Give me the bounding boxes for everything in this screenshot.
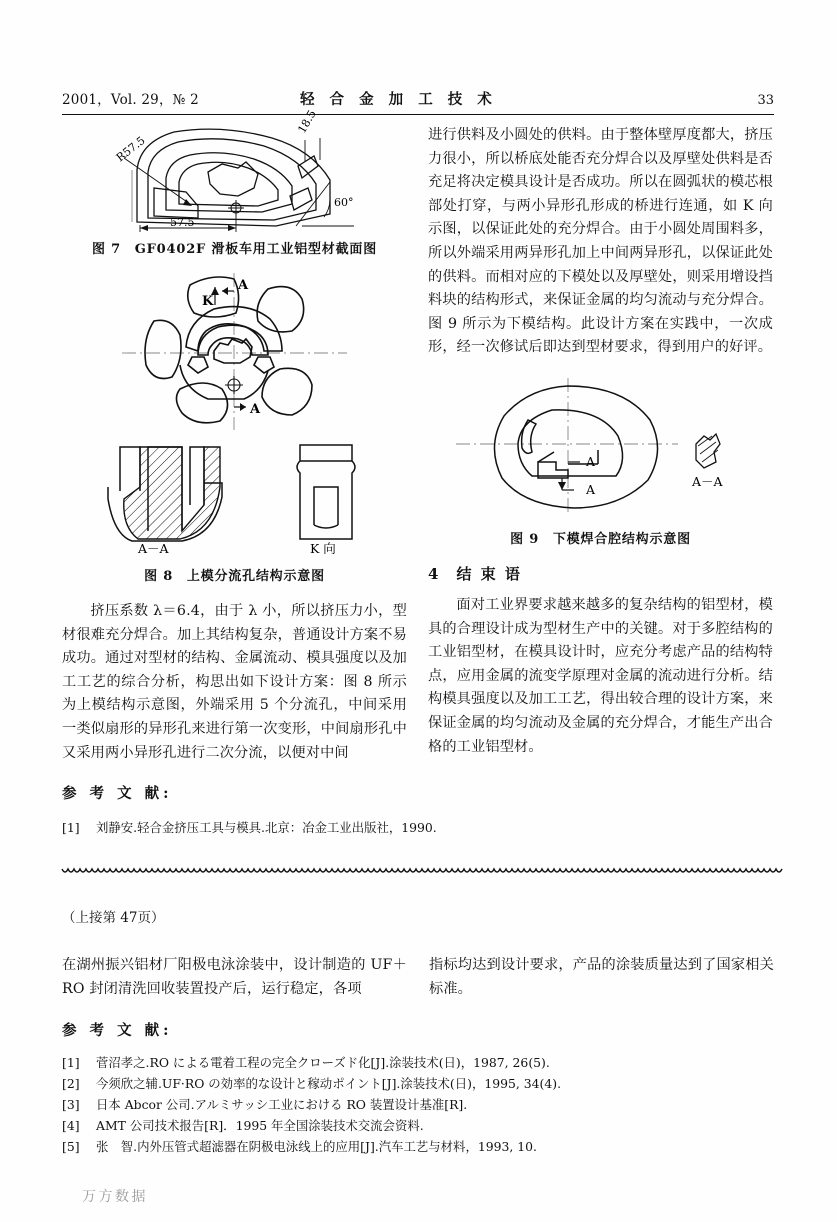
- continued-columns: [62, 954, 774, 1001]
- reference-number: [2]: [62, 1076, 80, 1092]
- upper-die-topview: [62, 265, 407, 435]
- center-mark-icon: [225, 376, 243, 394]
- figure-9-label-a-bottom: A: [586, 481, 596, 497]
- references-bottom-heading: 参 考 文 献:: [62, 1022, 173, 1040]
- right-column-paragraph: 进行供料及小圆处的供料。由于整体壁厚度都大，挤压力很小，所以桥底处能否充分焊合以及厚壁处供料是否充足将决定模具设计是否成功。所以在圆弧状的模芯根部处打穿，与两小异形孔形成的桥进行连通，如 K 向示图，以保证此处的充分焊合。由于小圆处周围料多，所以外端采用两异形孔加上中间两异形孔，以保证此处的供料。而相对应的下模处以及厚壁处，则采用增设挡料块的结构形式，来保证金属的均匀流动与充分焊合。图 9 所示为下模结构。此设计方案在实践中，一次成形，经一次修试后即达到型材要求，得到用户的好评。: [428, 127, 773, 356]
- continued-right-paragraph: 指标均达到设计要求，产品的涂装质量达到了国家相关标准。: [429, 957, 774, 997]
- figure-9-label-a-top: A: [586, 453, 596, 469]
- upper-die-drawing: [62, 265, 407, 435]
- section-heading-4: [428, 563, 773, 584]
- reference-number: [1]: [62, 1055, 80, 1071]
- right-column: [428, 124, 773, 759]
- reference-text: 今须欣之辅.UF·RO の効率的な设计と稼动ポイント[J].涂装技术(日)，1995, 34(4).: [96, 1076, 562, 1092]
- references-bottom-list: [62, 1052, 774, 1157]
- figure-9-section-view: A－A: [692, 473, 723, 489]
- left-column-paragraph: 挤压系数 λ＝6.4，由于 λ 小，所以挤压力小，型材很难充分焊合。加上其结构复杂，普通设计方案不易成功。通过对型材的结构、金属流动、模具强度以及加工工艺的综合分析，构思出如下设计方案：图 8 所示为上模结构示意图，外端采用 5 个分流孔，中间采用一类似扇形的异形孔来进行第一次变形，中间扇形孔中又采用两小异形孔进行二次分流，以便对中间: [62, 603, 407, 761]
- figure-8-view-left: A－A: [138, 541, 169, 556]
- references-top-heading: 参 考 文 献:: [62, 785, 173, 802]
- continued-from-note: （上接第 47页）: [62, 910, 165, 926]
- figure-7: [62, 107, 407, 257]
- reference-number: [5]: [62, 1139, 80, 1155]
- figure-7-drawing: [62, 107, 407, 234]
- figure-9: [428, 374, 773, 547]
- figure-9-caption: 图 9 下模焊合腔结构示意图: [510, 531, 691, 547]
- reference-item: [62, 1094, 774, 1115]
- center-mark-icon: [228, 200, 244, 216]
- references-top: [62, 782, 774, 838]
- reference-text: 刘静安.轻合金挤压工具与模具.北京：冶金工业出版社，1990.: [96, 820, 437, 835]
- fig7-dim-angle: 60°: [334, 196, 354, 209]
- reference-text: 张 智.内外压管式超滤器在阴极电泳线上的应用[J].汽车工艺与材料，1993, 10.: [96, 1139, 537, 1155]
- continued-left-paragraph: 在湖州振兴铝材厂阳极电泳涂装中，设计制造的 UF＋RO 封闭清洗回收装置投产后，运行稳定，各项: [62, 957, 407, 997]
- reference-text: 日本 Abcor 公司.アルミサッシ工业における RO 装置设计基准[R].: [96, 1097, 468, 1113]
- fig7-dim-base: 57.5: [170, 216, 195, 229]
- fig7-dim-width: 18.5: [295, 107, 319, 136]
- figure-9-drawing: [428, 374, 773, 526]
- figure-8-view-right: K 向: [310, 541, 336, 556]
- section-divider-wavy: [62, 866, 774, 876]
- continued-article: [62, 906, 774, 1157]
- section-number: 4: [428, 564, 441, 583]
- reference-item: [62, 1073, 774, 1094]
- conclusion-paragraph: 面对工业界要求越来越多的复杂结构的铝型材，模具的合理设计成为型材生产中的关键。对于多腔结构的工业铝型材，在模具设计时，应充分考虑产品的结构特点，应用金属的流变学原理对金属的流动进行分析。结构模具强度以及加工工艺，得出较合理的设计方案，来保证金属的均匀流动及金属的充分焊合，才能生产出合格的工业铝型材。: [428, 596, 773, 755]
- left-column: [62, 107, 407, 765]
- upper-die-k-label: K: [202, 294, 214, 309]
- reference-number: [4]: [62, 1118, 80, 1134]
- reference-text: 菅沼孝之.RO による電着工程の完全クローズド化[J].涂装技术(日)，1987, 26(5).: [96, 1055, 550, 1071]
- figure-8-drawing: [62, 435, 407, 556]
- header-volume-info: 2001，Vol. 29，№ 2: [62, 92, 199, 108]
- reference-number: [1]: [62, 820, 80, 835]
- reference-number: [3]: [62, 1097, 80, 1113]
- figure-8: [62, 435, 407, 584]
- reference-item: [62, 1136, 774, 1157]
- figure-8-caption: 图 8 上模分流孔结构示意图: [144, 569, 325, 584]
- page-header: [62, 88, 774, 114]
- reference-item: [62, 817, 774, 838]
- wavy-line: [62, 866, 774, 876]
- section-title: 结 束 语: [456, 564, 522, 583]
- figure-7-caption: 图 7 GF0402F 滑板车用工业铝型材截面图: [91, 242, 378, 257]
- upper-die-a-label-top: A: [238, 278, 249, 293]
- journal-title: 轻 合 金 加 工 技 术: [300, 91, 497, 108]
- header-divider: [62, 114, 774, 115]
- reference-text: AMT 公司技术报告[R]．1995 年全国涂装技术交流会资料.: [96, 1118, 424, 1134]
- fig7-dim-radius: R57.5: [113, 133, 148, 165]
- upper-die-a-label-bottom: A: [250, 402, 261, 417]
- page-number: 33: [757, 93, 774, 108]
- reference-item: [62, 1115, 774, 1136]
- watermark-logo: 万方数据: [82, 1189, 148, 1205]
- reference-item: [62, 1052, 774, 1073]
